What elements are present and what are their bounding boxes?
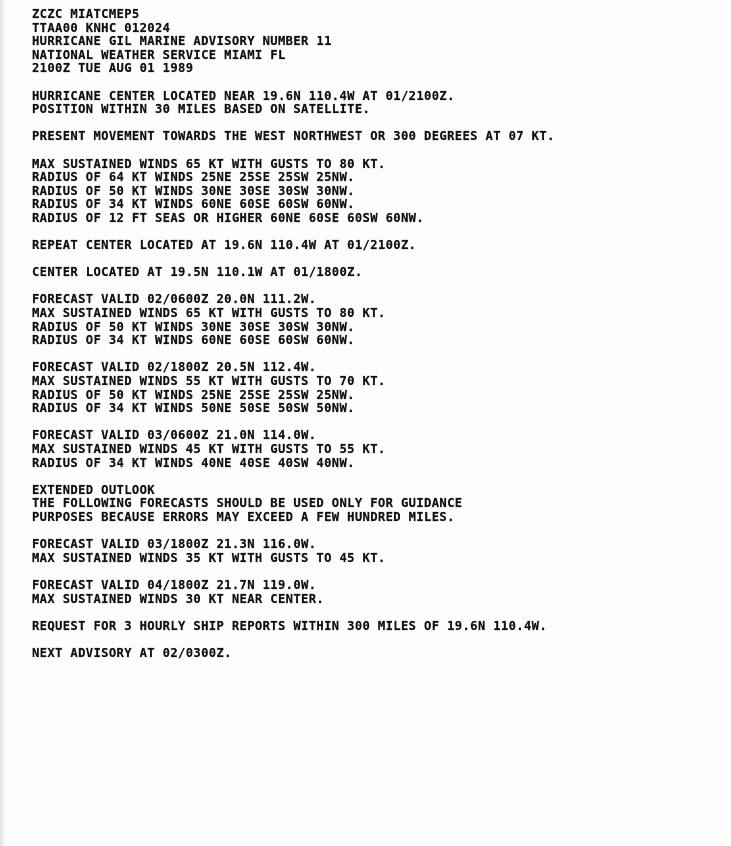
forecast-line: FORECAST VALID 03/0600Z 21.0N 114.0W. <box>32 428 317 443</box>
header-block <box>32 8 722 76</box>
header-line: ZCZC MIATCMEP5 <box>32 7 140 21</box>
position-block <box>32 90 722 117</box>
winds-block <box>32 158 722 226</box>
forecast-line: RADIUS OF 34 KT WINDS 50NE 50SE 50SW 50NW. <box>32 401 355 416</box>
forecast-line: MAX SUSTAINED WINDS 65 KT WITH GUSTS TO 80 KT. <box>32 306 386 321</box>
header-line: TTAA00 KNHC 012024 <box>32 20 171 35</box>
forecast-block-4 <box>32 538 722 565</box>
forecast-block-5 <box>32 579 722 606</box>
movement-line: PRESENT MOVEMENT TOWARDS THE WEST NORTHWEST OR 300 DEGREES AT 07 KT. <box>32 129 555 144</box>
extended-outlook-line: PURPOSES BECAUSE ERRORS MAY EXCEED A FEW HUNDRED MILES. <box>32 509 455 524</box>
position-line: POSITION WITHIN 30 MILES BASED ON SATELLITE. <box>32 102 371 117</box>
prior-center-block <box>32 266 722 280</box>
forecast-line: RADIUS OF 34 KT WINDS 60NE 60SE 60SW 60NW. <box>32 333 355 348</box>
forecast-line: FORECAST VALID 03/1800Z 21.3N 116.0W. <box>32 537 317 552</box>
forecast-line: MAX SUSTAINED WINDS 55 KT WITH GUSTS TO 70 KT. <box>32 374 386 389</box>
header-line: NATIONAL WEATHER SERVICE MIAMI FL <box>32 47 286 62</box>
ship-request-block <box>32 620 722 634</box>
forecast-line: FORECAST VALID 02/0600Z 20.0N 111.2W. <box>32 292 317 307</box>
forecast-line: RADIUS OF 34 KT WINDS 40NE 40SE 40SW 40NW. <box>32 455 355 470</box>
scan-edge-shadow <box>0 0 6 846</box>
winds-line: RADIUS OF 50 KT WINDS 30NE 30SE 30SW 30NW. <box>32 183 355 198</box>
repeat-center-block <box>32 239 722 253</box>
forecast-block-1 <box>32 293 722 347</box>
forecast-line: MAX SUSTAINED WINDS 30 KT NEAR CENTER. <box>32 591 325 606</box>
forecast-line: MAX SUSTAINED WINDS 45 KT WITH GUSTS TO 55 KT. <box>32 442 386 456</box>
forecast-line: MAX SUSTAINED WINDS 35 KT WITH GUSTS TO 45 KT. <box>32 550 386 565</box>
repeat-center-line: REPEAT CENTER LOCATED AT 19.6N 110.4W AT 01/2100Z. <box>32 238 417 253</box>
extended-outlook-line: THE FOLLOWING FORECASTS SHOULD BE USED ONLY FOR GUIDANCE <box>32 496 463 511</box>
prior-center-line: CENTER LOCATED AT 19.5N 110.1W AT 01/1800Z. <box>32 265 363 280</box>
winds-line: RADIUS OF 12 FT SEAS OR HIGHER 60NE 60SE 60SW 60NW. <box>32 210 425 225</box>
extended-outlook-heading: EXTENDED OUTLOOK <box>32 482 155 497</box>
movement-block <box>32 130 722 144</box>
header-line: 2100Z TUE AUG 01 1989 <box>32 61 194 76</box>
extended-outlook-block <box>32 484 722 525</box>
winds-line: RADIUS OF 34 KT WINDS 60NE 60SE 60SW 60NW. <box>32 197 355 212</box>
forecast-block-3 <box>32 429 722 470</box>
next-advisory-line: NEXT ADVISORY AT 02/0300Z. <box>32 645 232 660</box>
forecast-block-2 <box>32 361 722 415</box>
position-line: HURRICANE CENTER LOCATED NEAR 19.6N 110.4W AT 01/2100Z. <box>32 88 455 103</box>
next-advisory-block <box>32 647 722 661</box>
marine-advisory-text <box>32 8 722 674</box>
ship-request-line: REQUEST FOR 3 HOURLY SHIP REPORTS WITHIN 300 MILES OF 19.6N 110.4W. <box>32 618 548 633</box>
forecast-line: RADIUS OF 50 KT WINDS 30NE 30SE 30SW 30NW. <box>32 319 355 334</box>
winds-line: MAX SUSTAINED WINDS 65 KT WITH GUSTS TO 80 KT. <box>32 156 386 171</box>
winds-line: RADIUS OF 64 KT WINDS 25NE 25SE 25SW 25NW. <box>32 170 355 185</box>
header-line: HURRICANE GIL MARINE ADVISORY NUMBER 11 <box>32 34 332 49</box>
forecast-line: RADIUS OF 50 KT WINDS 25NE 25SE 25SW 25NW. <box>32 387 355 402</box>
forecast-line: FORECAST VALID 02/1800Z 20.5N 112.4W. <box>32 360 317 375</box>
forecast-line: FORECAST VALID 04/1800Z 21.7N 119.0W. <box>32 577 317 592</box>
